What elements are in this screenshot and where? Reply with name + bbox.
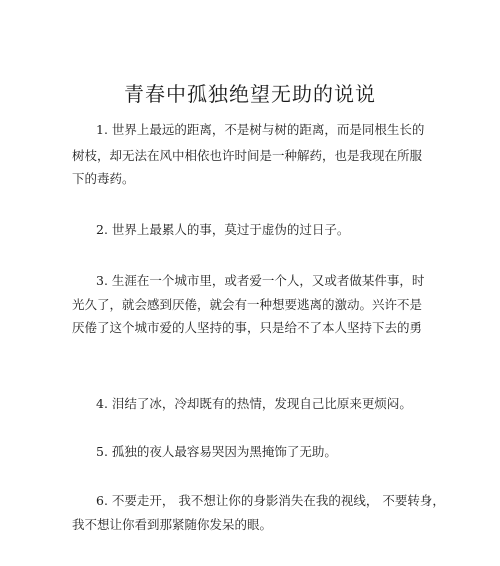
paragraph-line: 我不想让你看到那紧随你发呆的眼。 bbox=[72, 517, 273, 532]
paragraph-line: 树枝，却无法在风中相依也许时间是一种解药，也是我现在所服 bbox=[72, 148, 423, 163]
paragraph-line: 1. 世界上最远的距离，不是树与树的距离，而是同根生长的 bbox=[96, 122, 425, 137]
paragraph-line: 光久了，就会感到厌倦，就会有一种想要逃离的激动。兴许不是 bbox=[72, 297, 423, 312]
paragraph-line: 4. 泪结了冰，冷却既有的热情，发现自己比原来更烦闷。 bbox=[96, 396, 412, 411]
paragraph-line: 3. 生涯在一个城市里，或者爱一个人，又或者做某件事，时 bbox=[96, 273, 425, 288]
paragraph-line: 5. 孤独的夜人最容易哭因为黑掩饰了无助。 bbox=[96, 444, 337, 459]
paragraph-line: 厌倦了这个城市爱的人坚持的事，只是给不了本人坚持下去的勇 bbox=[72, 320, 423, 335]
paragraph-line: 2. 世界上最累人的事，莫过于虚伪的过日子。 bbox=[96, 222, 350, 237]
paragraph-line: 6. 不要走开， 我不想让你的身影消失在我的视线， 不要转身， bbox=[96, 493, 445, 508]
paragraph-line: 下的毒药。 bbox=[72, 171, 135, 186]
document-title: 青春中孤独绝望无助的说说 bbox=[124, 82, 376, 106]
